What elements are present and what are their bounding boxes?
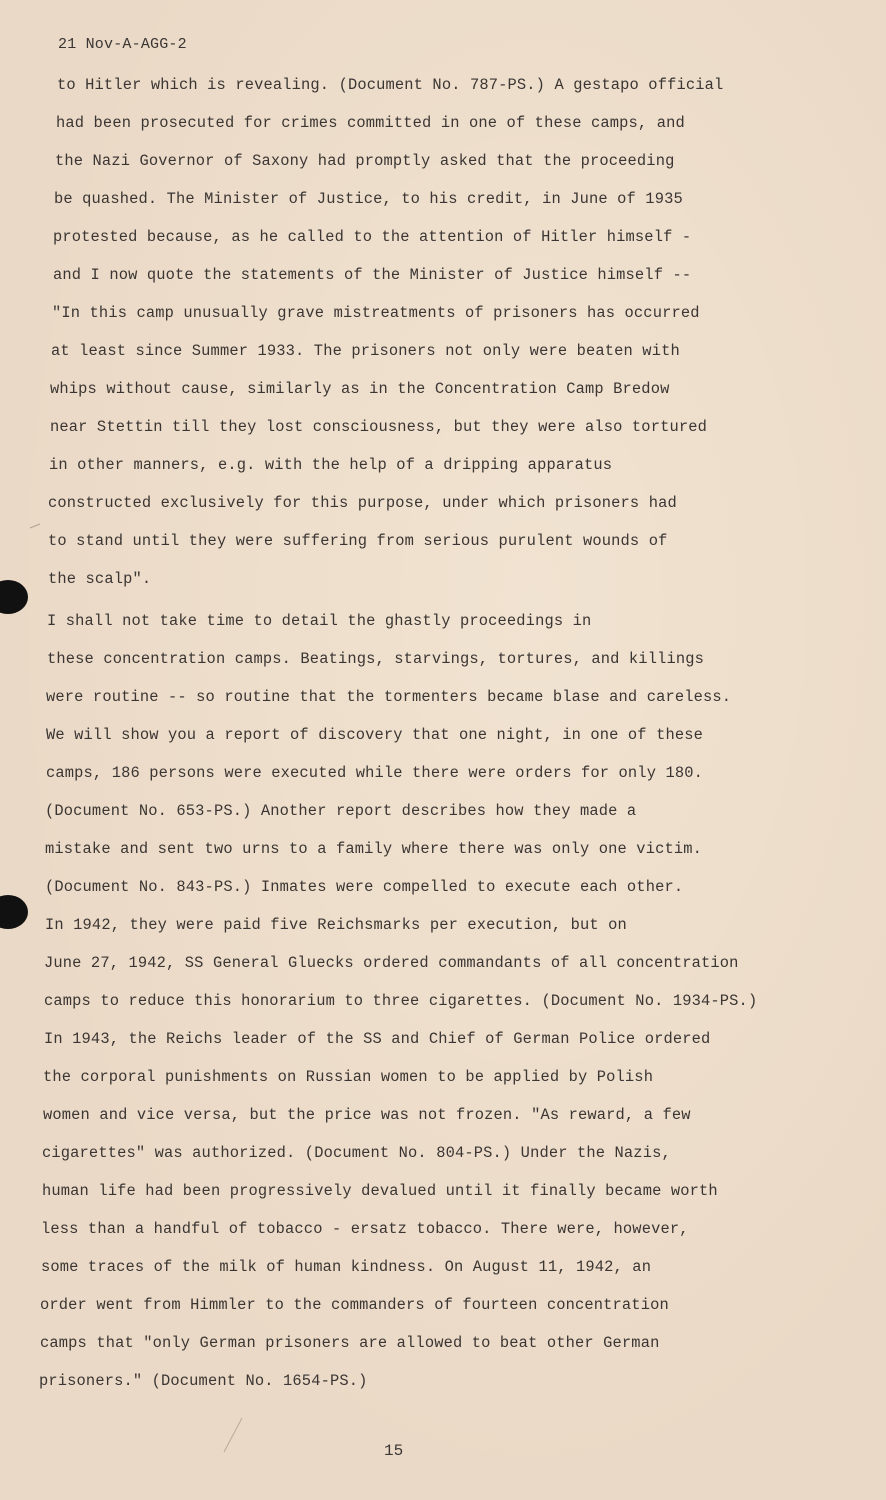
text-line: constructed exclusively for this purpose, under which prisoners had (48, 494, 677, 512)
text-line: the corporal punishments on Russian women to be applied by Polish (43, 1068, 654, 1086)
text-line: camps, 186 persons were executed while there were orders for only 180. (46, 764, 704, 782)
text-line: less than a handful of tobacco - ersatz tobacco. There were, however, (41, 1220, 689, 1238)
text-line: protested because, as he called to the attention of Hitler himself - (53, 228, 692, 246)
page-number: 15 (384, 1442, 404, 1460)
text-line: camps to reduce this honorarium to three cigarettes. (Document No. 1934-PS.) (44, 992, 758, 1010)
text-line: were routine -- so routine that the tormenters became blase and careless. (46, 688, 732, 706)
text-line: In 1942, they were paid five Reichsmarks per execution, but on (45, 916, 627, 934)
text-line: near Stettin till they lost consciousness, but they were also tortured (50, 418, 708, 436)
text-line: In 1943, the Reichs leader of the SS and Chief of German Police ordered (44, 1030, 711, 1048)
text-line: cigarettes" was authorized. (Document No. 804-PS.) Under the Nazis, (42, 1144, 671, 1162)
text-line: to Hitler which is revealing. (Document No. 787-PS.) A gestapo official (57, 76, 724, 94)
text-line: human life had been progressively devalued until it finally became worth (42, 1182, 718, 1200)
text-line: mistake and sent two urns to a family where there was only one victim. (45, 840, 703, 858)
text-line: the Nazi Governor of Saxony had promptly asked that the proceeding (55, 152, 675, 170)
binder-hole-bottom (0, 895, 28, 929)
text-line: women and vice versa, but the price was not frozen. "As reward, a few (43, 1106, 691, 1124)
text-line: (Document No. 653-PS.) Another report describes how they made a (45, 802, 637, 820)
text-line: at least since Summer 1933. The prisoners not only were beaten with (51, 342, 680, 360)
text-line: to stand until they were suffering from serious purulent wounds of (48, 532, 668, 550)
text-line: had been prosecuted for crimes committed in one of these camps, and (56, 114, 685, 132)
document-header: 21 Nov-A-AGG-2 (58, 36, 187, 53)
binder-hole-top (0, 580, 28, 614)
text-line: and I now quote the statements of the Minister of Justice himself -- (53, 266, 692, 284)
text-line: some traces of the milk of human kindness. On August 11, 1942, an (41, 1258, 652, 1276)
text-line: the scalp". (48, 570, 152, 588)
text-line: We will show you a report of discovery that one night, in one of these (46, 726, 704, 744)
text-line: "In this camp unusually grave mistreatments of prisoners has occurred (52, 304, 700, 322)
text-line: prisoners." (Document No. 1654-PS.) (39, 1372, 368, 1390)
text-line: June 27, 1942, SS General Gluecks ordered commandants of all concentration (44, 954, 739, 972)
text-line: camps that "only German prisoners are allowed to beat other German (40, 1334, 660, 1352)
text-line: (Document No. 843-PS.) Inmates were compelled to execute each other. (45, 878, 684, 896)
text-line: in other manners, e.g. with the help of a dripping apparatus (49, 456, 613, 474)
text-line: order went from Himmler to the commanders of fourteen concentration (40, 1296, 669, 1314)
text-line: be quashed. The Minister of Justice, to his credit, in June of 1935 (54, 190, 683, 208)
text-line: these concentration camps. Beatings, starvings, tortures, and killings (47, 650, 705, 668)
text-line: whips without cause, similarly as in the Concentration Camp Bredow (50, 380, 670, 398)
text-line: I shall not take time to detail the ghastly proceedings in (47, 612, 592, 630)
